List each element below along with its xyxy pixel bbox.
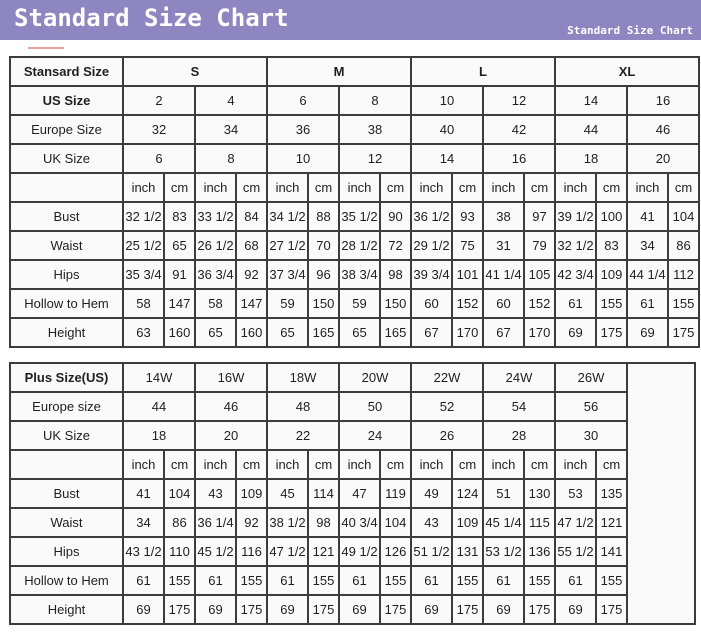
table-cell: cm: [596, 173, 627, 202]
table-cell: 6: [123, 144, 195, 173]
table-cell: 44 1/4: [627, 260, 668, 289]
table-cell: inch: [195, 173, 236, 202]
table-cell: 50: [339, 392, 411, 421]
table-cell: 136: [524, 537, 555, 566]
plus-size-table-container: [9, 362, 696, 625]
row-label: Hollow to Hem: [10, 566, 123, 595]
table-cell: 49 1/2: [339, 537, 380, 566]
table-cell: 96: [308, 260, 339, 289]
table-cell: 124: [452, 479, 483, 508]
table-cell: 28 1/2: [339, 231, 380, 260]
table-cell: 61: [627, 289, 668, 318]
table-cell: 47: [339, 479, 380, 508]
table-cell: 155: [380, 566, 411, 595]
table-cell: 40 3/4: [339, 508, 380, 537]
table-cell: 170: [524, 318, 555, 347]
table-cell: 38: [483, 202, 524, 231]
table-cell: 101: [452, 260, 483, 289]
row-label: Height: [10, 318, 123, 347]
table-cell: 18: [123, 421, 195, 450]
table-cell: 36 1/4: [195, 508, 236, 537]
table-cell: 20: [195, 421, 267, 450]
table-cell: 16: [627, 86, 699, 115]
table-cell: 175: [596, 318, 627, 347]
table-cell: 165: [308, 318, 339, 347]
table-cell: 68: [236, 231, 267, 260]
table-cell: 32: [123, 115, 195, 144]
table-cell: 4: [195, 86, 267, 115]
standard-size-table-row: [10, 289, 699, 318]
table-cell: 22W: [411, 363, 483, 392]
table-cell: 147: [164, 289, 195, 318]
row-label: US Size: [10, 86, 123, 115]
table-cell: 83: [164, 202, 195, 231]
table-cell: 8: [195, 144, 267, 173]
table-cell: 72: [380, 231, 411, 260]
standard-size-table-container: [9, 56, 700, 348]
table-cell: 69: [339, 595, 380, 624]
table-cell: inch: [555, 450, 596, 479]
table-cell: XL: [555, 57, 699, 86]
table-cell: 170: [452, 318, 483, 347]
red-artifact-mark: [28, 47, 64, 49]
standard-size-table-row: [10, 173, 699, 202]
table-cell: cm: [308, 173, 339, 202]
plus-size-table: [9, 362, 696, 625]
title-banner: [0, 0, 701, 40]
table-cell: 61: [411, 566, 452, 595]
table-cell: 155: [452, 566, 483, 595]
table-cell: 69: [555, 595, 596, 624]
plus-size-table-row: [10, 595, 695, 624]
table-cell: 37 3/4: [267, 260, 308, 289]
table-cell: inch: [411, 450, 452, 479]
table-cell: 152: [452, 289, 483, 318]
table-cell: 92: [236, 260, 267, 289]
table-cell: 31: [483, 231, 524, 260]
table-cell: 16W: [195, 363, 267, 392]
table-cell: 35 1/2: [339, 202, 380, 231]
table-cell: 6: [267, 86, 339, 115]
table-cell: 70: [308, 231, 339, 260]
table-cell: 16: [483, 144, 555, 173]
table-cell: 61: [123, 566, 164, 595]
table-cell: 84: [236, 202, 267, 231]
table-cell: inch: [195, 450, 236, 479]
empty-cell: [627, 363, 695, 624]
table-cell: 44: [555, 115, 627, 144]
table-cell: 47 1/2: [267, 537, 308, 566]
table-cell: inch: [555, 173, 596, 202]
table-cell: 91: [164, 260, 195, 289]
table-cell: 47 1/2: [555, 508, 596, 537]
table-cell: 59: [267, 289, 308, 318]
table-cell: 43: [195, 479, 236, 508]
table-cell: cm: [452, 450, 483, 479]
table-cell: 49: [411, 479, 452, 508]
table-cell: cm: [524, 450, 555, 479]
table-cell: cm: [164, 173, 195, 202]
table-cell: 61: [483, 566, 524, 595]
row-label: Stansard Size: [10, 57, 123, 86]
table-cell: 41 1/4: [483, 260, 524, 289]
table-cell: inch: [339, 450, 380, 479]
table-cell: 160: [164, 318, 195, 347]
plus-size-table-row: [10, 537, 695, 566]
table-cell: 14W: [123, 363, 195, 392]
table-cell: 39 3/4: [411, 260, 452, 289]
table-cell: cm: [668, 173, 699, 202]
table-cell: 26W: [555, 363, 627, 392]
table-cell: 69: [195, 595, 236, 624]
table-cell: 38: [339, 115, 411, 144]
table-cell: 110: [164, 537, 195, 566]
table-cell: 56: [555, 392, 627, 421]
table-cell: 34: [123, 508, 164, 537]
table-cell: 33 1/2: [195, 202, 236, 231]
table-cell: 152: [524, 289, 555, 318]
table-cell: 40: [411, 115, 483, 144]
table-cell: 60: [411, 289, 452, 318]
plus-size-table-row: [10, 421, 695, 450]
table-cell: 104: [668, 202, 699, 231]
table-cell: 39 1/2: [555, 202, 596, 231]
row-label: Plus Size(US): [10, 363, 123, 392]
table-cell: 86: [668, 231, 699, 260]
table-cell: 38 1/2: [267, 508, 308, 537]
table-cell: 65: [267, 318, 308, 347]
row-label: Europe Size: [10, 115, 123, 144]
table-cell: 45 1/2: [195, 537, 236, 566]
row-label: Bust: [10, 479, 123, 508]
table-cell: 18: [555, 144, 627, 173]
table-cell: cm: [452, 173, 483, 202]
table-cell: 69: [267, 595, 308, 624]
table-cell: 34: [627, 231, 668, 260]
table-cell: 22: [267, 421, 339, 450]
table-cell: 88: [308, 202, 339, 231]
table-cell: inch: [339, 173, 380, 202]
table-cell: 55 1/2: [555, 537, 596, 566]
table-cell: 65: [195, 318, 236, 347]
table-cell: 130: [524, 479, 555, 508]
table-cell: 42: [483, 115, 555, 144]
table-cell: 175: [452, 595, 483, 624]
table-cell: 26 1/2: [195, 231, 236, 260]
table-cell: 24W: [483, 363, 555, 392]
row-label: Hips: [10, 537, 123, 566]
table-cell: 30: [555, 421, 627, 450]
table-cell: 14: [555, 86, 627, 115]
table-cell: cm: [236, 450, 267, 479]
row-label: Hips: [10, 260, 123, 289]
table-cell: 26: [411, 421, 483, 450]
table-cell: 53: [555, 479, 596, 508]
row-label: UK Size: [10, 421, 123, 450]
page-title: Standard Size Chart: [14, 4, 289, 32]
table-cell: 38 3/4: [339, 260, 380, 289]
table-cell: 48: [267, 392, 339, 421]
table-cell: 67: [411, 318, 452, 347]
table-cell: inch: [267, 450, 308, 479]
table-cell: 69: [483, 595, 524, 624]
row-label: Waist: [10, 231, 123, 260]
table-cell: 165: [380, 318, 411, 347]
table-cell: 109: [596, 260, 627, 289]
table-cell: 121: [308, 537, 339, 566]
table-cell: 63: [123, 318, 164, 347]
table-cell: 45 1/4: [483, 508, 524, 537]
row-label: Height: [10, 595, 123, 624]
table-cell: 155: [236, 566, 267, 595]
table-cell: 53 1/2: [483, 537, 524, 566]
table-cell: 93: [452, 202, 483, 231]
table-cell: 60: [483, 289, 524, 318]
table-cell: 175: [164, 595, 195, 624]
table-cell: 112: [668, 260, 699, 289]
table-cell: cm: [308, 450, 339, 479]
table-cell: 59: [339, 289, 380, 318]
table-cell: inch: [627, 173, 668, 202]
table-cell: 65: [339, 318, 380, 347]
table-cell: 114: [308, 479, 339, 508]
table-cell: 28: [483, 421, 555, 450]
table-cell: 54: [483, 392, 555, 421]
table-cell: 119: [380, 479, 411, 508]
table-cell: 41: [627, 202, 668, 231]
table-cell: 175: [308, 595, 339, 624]
table-cell: 27 1/2: [267, 231, 308, 260]
table-cell: 121: [596, 508, 627, 537]
table-cell: 41: [123, 479, 164, 508]
table-cell: 109: [236, 479, 267, 508]
table-cell: 92: [236, 508, 267, 537]
table-cell: 2: [123, 86, 195, 115]
table-cell: 155: [164, 566, 195, 595]
row-label: Europe size: [10, 392, 123, 421]
row-label: UK Size: [10, 144, 123, 173]
standard-size-table-row: [10, 318, 699, 347]
table-cell: cm: [524, 173, 555, 202]
table-cell: 45: [267, 479, 308, 508]
table-cell: 24: [339, 421, 411, 450]
table-cell: 35 3/4: [123, 260, 164, 289]
table-cell: 43 1/2: [123, 537, 164, 566]
table-cell: 36: [267, 115, 339, 144]
table-cell: 46: [195, 392, 267, 421]
watermark-text: Standard Size Chart: [567, 24, 693, 37]
table-cell: 61: [195, 566, 236, 595]
table-cell: 75: [452, 231, 483, 260]
table-cell: 44: [123, 392, 195, 421]
table-cell: 34 1/2: [267, 202, 308, 231]
table-cell: 86: [164, 508, 195, 537]
table-cell: inch: [483, 173, 524, 202]
table-cell: 98: [380, 260, 411, 289]
table-cell: 175: [236, 595, 267, 624]
table-cell: 109: [452, 508, 483, 537]
table-cell: 69: [555, 318, 596, 347]
table-cell: L: [411, 57, 555, 86]
table-cell: 175: [524, 595, 555, 624]
plus-size-table-row: [10, 566, 695, 595]
table-cell: 155: [308, 566, 339, 595]
table-cell: 98: [308, 508, 339, 537]
table-cell: 141: [596, 537, 627, 566]
table-cell: 135: [596, 479, 627, 508]
table-cell: 175: [596, 595, 627, 624]
table-cell: 131: [452, 537, 483, 566]
table-cell: 34: [195, 115, 267, 144]
table-cell: 46: [627, 115, 699, 144]
standard-size-table-row: [10, 115, 699, 144]
table-cell: 36 1/2: [411, 202, 452, 231]
table-cell: 20: [627, 144, 699, 173]
plus-size-table-row: [10, 450, 695, 479]
table-cell: 36 3/4: [195, 260, 236, 289]
table-cell: 43: [411, 508, 452, 537]
table-cell: 79: [524, 231, 555, 260]
table-cell: 147: [236, 289, 267, 318]
table-cell: 42 3/4: [555, 260, 596, 289]
table-cell: 12: [339, 144, 411, 173]
table-cell: 61: [555, 289, 596, 318]
table-cell: 10: [267, 144, 339, 173]
table-cell: 69: [123, 595, 164, 624]
table-cell: 83: [596, 231, 627, 260]
table-cell: cm: [596, 450, 627, 479]
table-cell: 65: [164, 231, 195, 260]
row-label: Bust: [10, 202, 123, 231]
table-cell: inch: [483, 450, 524, 479]
table-cell: 61: [339, 566, 380, 595]
table-cell: 10: [411, 86, 483, 115]
table-cell: 67: [483, 318, 524, 347]
table-cell: 29 1/2: [411, 231, 452, 260]
table-cell: 175: [380, 595, 411, 624]
table-cell: 14: [411, 144, 483, 173]
table-cell: 58: [123, 289, 164, 318]
row-label: [10, 173, 123, 202]
table-cell: 155: [596, 289, 627, 318]
table-cell: inch: [267, 173, 308, 202]
standard-size-table-row: [10, 144, 699, 173]
table-cell: 61: [267, 566, 308, 595]
plus-size-table-row: [10, 392, 695, 421]
table-cell: 20W: [339, 363, 411, 392]
plus-size-table-row: [10, 479, 695, 508]
table-cell: 150: [380, 289, 411, 318]
row-label: [10, 450, 123, 479]
table-cell: cm: [164, 450, 195, 479]
table-cell: 115: [524, 508, 555, 537]
table-cell: 155: [668, 289, 699, 318]
standard-size-table-row: [10, 57, 699, 86]
table-cell: 18W: [267, 363, 339, 392]
row-label: Hollow to Hem: [10, 289, 123, 318]
standard-size-table: [9, 56, 700, 348]
table-cell: 116: [236, 537, 267, 566]
table-cell: M: [267, 57, 411, 86]
table-cell: S: [123, 57, 267, 86]
table-cell: 160: [236, 318, 267, 347]
row-label: Waist: [10, 508, 123, 537]
table-cell: 90: [380, 202, 411, 231]
table-cell: inch: [411, 173, 452, 202]
table-cell: 104: [380, 508, 411, 537]
table-cell: 69: [411, 595, 452, 624]
plus-size-table-row: [10, 508, 695, 537]
table-cell: 150: [308, 289, 339, 318]
table-cell: 155: [596, 566, 627, 595]
standard-size-table-row: [10, 231, 699, 260]
table-cell: 52: [411, 392, 483, 421]
plus-size-table-row: [10, 363, 695, 392]
table-cell: 126: [380, 537, 411, 566]
table-cell: 175: [668, 318, 699, 347]
table-cell: 32 1/2: [123, 202, 164, 231]
table-cell: cm: [236, 173, 267, 202]
table-cell: 105: [524, 260, 555, 289]
standard-size-table-row: [10, 202, 699, 231]
table-cell: inch: [123, 450, 164, 479]
table-cell: 100: [596, 202, 627, 231]
table-cell: 8: [339, 86, 411, 115]
standard-size-table-row: [10, 86, 699, 115]
table-cell: 51 1/2: [411, 537, 452, 566]
table-cell: 51: [483, 479, 524, 508]
table-cell: 58: [195, 289, 236, 318]
table-cell: 32 1/2: [555, 231, 596, 260]
table-cell: 69: [627, 318, 668, 347]
table-cell: 155: [524, 566, 555, 595]
table-cell: inch: [123, 173, 164, 202]
table-cell: 97: [524, 202, 555, 231]
table-cell: cm: [380, 173, 411, 202]
table-cell: 61: [555, 566, 596, 595]
table-cell: 12: [483, 86, 555, 115]
table-cell: cm: [380, 450, 411, 479]
table-cell: 25 1/2: [123, 231, 164, 260]
standard-size-table-row: [10, 260, 699, 289]
table-cell: 104: [164, 479, 195, 508]
